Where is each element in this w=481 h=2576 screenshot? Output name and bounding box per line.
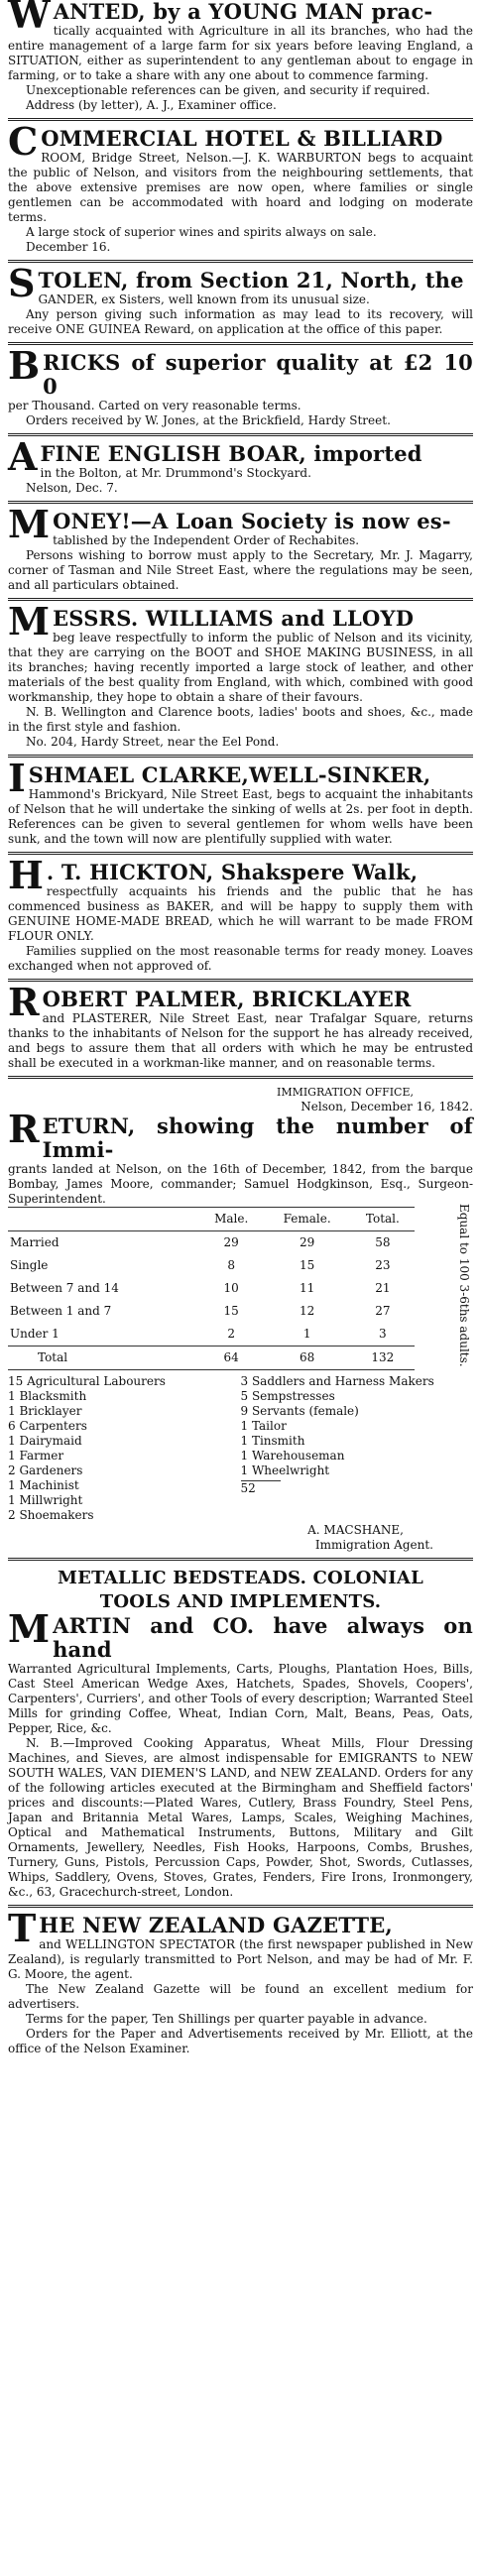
- column-header: Female.: [264, 1208, 351, 1231]
- ad-body: Unexceptionable references can be given, and security if required.: [26, 83, 430, 97]
- office-date: Nelson, December 16, 1842.: [301, 1100, 473, 1113]
- ad-body: grants landed at Nelson, on the 16th of December, 1842, from the barque Bombay, James Moore, commander; Samuel Hodgkinson, Esq., Surgeon-Superintendent.: [8, 1162, 473, 1206]
- column-rule: [8, 501, 473, 504]
- column-rule: [8, 1905, 473, 1908]
- column-rule: [8, 260, 473, 263]
- drop-cap: I: [8, 756, 26, 800]
- ad-body: per Thousand. Carted on very reasonable terms.: [8, 399, 301, 412]
- ad-body: Families supplied on the most reasonable terms for ready money. Loaves exchanged when not approved of.: [8, 944, 473, 973]
- ad-headline: ESSRS. WILLIAMS and LLOYD: [53, 606, 415, 631]
- drop-cap: C: [8, 119, 39, 164]
- ad-boar: [8, 434, 473, 496]
- ad-headline: FINE ENGLISH BOAR, imported: [40, 441, 422, 466]
- side-note: Equal to 100 3-6ths adults.: [457, 1204, 471, 1367]
- column-rule: [8, 342, 473, 345]
- table-row: Single 8 15 23: [10, 1258, 391, 1272]
- ad-money: [8, 502, 473, 593]
- ad-stolen: [8, 261, 473, 337]
- ad-body: in the Bolton, at Mr. Drummond's Stockyard.: [40, 466, 311, 480]
- ad-body: ROOM, Bridge Street, Nelson.—J. K. WARBURTON begs to acquaint the public of Nelson, and visitors from the neighbouring settlements, that the above extensive premises are now open, where families or single gentlemen can be accommodated with hoard and lodging on moderate terms.: [8, 151, 473, 224]
- table-row: Under 1 2 1 3: [10, 1327, 387, 1341]
- drop-cap: R: [8, 1107, 40, 1151]
- ad-body: GANDER, ex Sisters, well known from its unusual size.: [38, 293, 370, 306]
- ad-clarke: [8, 756, 473, 847]
- ad-bricks: [8, 343, 473, 428]
- column-header: Total.: [351, 1208, 415, 1231]
- trades-list: [8, 1374, 473, 1523]
- ad-headline: HE NEW ZEALAND GAZETTE,: [39, 1913, 393, 1937]
- drop-cap: A: [8, 434, 38, 479]
- ad-hotel: [8, 119, 473, 255]
- immigration-table: [8, 1207, 415, 1370]
- table-header-row: [8, 1208, 415, 1231]
- ad-wanted: [8, 0, 473, 113]
- ad-body: Any person giving such information as may lead to its recovery, will receive ONE GUINEA Reward, on application at the office of this paper.: [8, 307, 473, 336]
- signature-name: A. MACSHANE,: [307, 1523, 404, 1537]
- ad-address: Address (by letter), A. J., Examiner office.: [26, 98, 277, 112]
- ad-subheadline: TOOLS AND IMPLEMENTS.: [99, 1591, 382, 1612]
- column-rule: [8, 852, 473, 855]
- table-row: Married 29 29 58: [10, 1235, 391, 1249]
- ad-date: December 16.: [26, 240, 111, 254]
- office-title: IMMIGRATION OFFICE,: [276, 1086, 414, 1099]
- column-rule: [8, 118, 473, 121]
- drop-cap: M: [8, 1606, 51, 1651]
- ad-headline: METALLIC BEDSTEADS. COLONIAL: [58, 1568, 423, 1588]
- column-rule: [8, 979, 473, 982]
- ad-body: Terms for the paper, Ten Shillings per quarter payable in advance.: [26, 2012, 427, 2026]
- signature-title: Immigration Agent.: [314, 1538, 433, 1552]
- column-rule: [8, 433, 473, 436]
- ad-nz-gazette: [8, 1906, 473, 2056]
- table-row: Between 7 and 14 10 11 21: [10, 1281, 391, 1295]
- ad-body: Orders received by W. Jones, at the Brickfield, Hardy Street.: [26, 413, 391, 427]
- ad-body: tically acquainted with Agriculture in all its branches, who had the entire management of a large farm for six years before leaving England, a SITUATION, either as superintendent to any gentleman about to engage in farming, or to take a share with any one about to commence farming.: [8, 24, 473, 82]
- ad-headline: ARTIN and CO. have always on hand: [53, 1613, 473, 1662]
- trades-right: 3 Saddlers and Harness Makers 5 Sempstresses 9 Servants (female) 1 Tailor 1 Tinsmith 1 Warehouseman 1 Wheelwright 52: [240, 1374, 434, 1495]
- ad-body: Warranted Agricultural Implements, Carts, Ploughs, Plantation Hoes, Bills, Cast Steel American Wedge Axes, Hatchets, Spades, Shovels, Coopers', Carpenters', Curriers', and other Tools of every description; Warranted Steel Mills for grinding Coffee, Wheat, Indian Corn, Malt, Beans, Peas, Oats, Pepper, Rice, &c.: [8, 1662, 473, 1735]
- drop-cap: W: [8, 0, 51, 37]
- ad-body: Orders for the Paper and Advertisements received by Mr. Elliott, at the office of the Nelson Examiner.: [8, 2027, 473, 2055]
- ad-body: N. B. Wellington and Clarence boots, ladies' boots and shoes, &c., made in the first style and fashion.: [8, 705, 473, 734]
- drop-cap: H: [8, 853, 44, 897]
- trades-left: 15 Agricultural Labourers 1 Blacksmith 1 Bricklayer 6 Carpenters 1 Dairymaid 1 Farmer 2 Gardeners 1 Machinist 1 Millwright 2 Shoemakers: [8, 1374, 166, 1522]
- ad-headline: OBERT PALMER, BRICKLAYER: [42, 987, 412, 1011]
- ad-body: and PLASTERER, Nile Street East, near Trafalgar Square, returns thanks to the inhabitants of Nelson for the support he has already received, and begs to assure them that all orders with which he may be entrusted shall be executed in a workman-like manner, and on reasonable terms.: [8, 1011, 473, 1070]
- table-row: Between 1 and 7 15 12 27: [10, 1304, 391, 1318]
- drop-cap: M: [8, 599, 51, 644]
- drop-cap: M: [8, 502, 51, 546]
- ad-headline: ONEY!—A Loan Society is now es-: [53, 509, 451, 533]
- drop-cap: T: [8, 1906, 37, 1950]
- drop-cap: S: [8, 261, 36, 305]
- ad-headline: SHMAEL CLARKE,WELL-SINKER,: [28, 762, 431, 787]
- ad-headline: TOLEN, from Section 21, North, the: [38, 268, 464, 293]
- ad-body: Hammond's Brickyard, Nile Street East, begs to acquaint the inhabitants of Nelson that he will undertake the sinking of wells at 2s. per foot in depth. References can be given to several gentlemen for whom wells have been sunk, and the town will now are plentifully supplied with water.: [8, 787, 473, 846]
- ad-body: A large stock of superior wines and spirits always on sale.: [26, 225, 377, 239]
- ad-body: respectfully acquaints his friends and the public that he has commenced business as BAKER, and will be happy to supply them with GENUINE HOME-MADE BREAD, which he will warrant to be made FROM FLOUR ONLY.: [8, 884, 473, 943]
- trades-sum: 52: [241, 1480, 281, 1496]
- ad-palmer: [8, 980, 473, 1071]
- ad-headline: RICKS of superior quality at £2 10 0: [43, 350, 473, 399]
- ad-williams-lloyd: [8, 599, 473, 750]
- ad-date: Nelson, Dec. 7.: [26, 481, 118, 495]
- drop-cap: R: [8, 980, 40, 1024]
- ad-body: The New Zealand Gazette will be found an excellent medium for advertisers.: [8, 1982, 473, 2011]
- ad-body: N. B.—Improved Cooking Apparatus, Wheat Mills, Flour Dressing Machines, and Sieves, are almost indispensable for EMIGRANTS to NEW SOUTH WALES, VAN DIEMEN'S LAND, and NEW ZEALAND. Orders for any of the following articles executed at the Birmingham and Sheffield factors' prices and discounts:—Plated Wares, Cutlery, Brass Foundry, Steel Pens, Japan and Britannia Metal Wares, Lamps, Scales, Weighing Machines, Optical and Mathematical Instruments, Buttons, Military and Gilt Ornaments, Jewellery, Needles, Fish Hooks, Harpoons, Combs, Brushes, Turnery, Guns, Pistols, Percussion Caps, Powder, Shot, Swords, Cutlasses, Whips, Saddlery, Ovens, Stoves, Grates, Fenders, Fire Irons, Ironmongery, &c., 63, Gracechurch-street, London.: [8, 1736, 473, 1899]
- ad-headline: OMMERCIAL HOTEL & BILLIARD: [41, 126, 443, 151]
- ad-body: beg leave respectfully to inform the public of Nelson and its vicinity, that they are carrying on the BOOT and SHOE MAKING BUSINESS, in all its branches; having recently imported a large stock of leather, and other materials of the best quality from England, with which, combined with good workmanship, they hope to obtain a share of their favours.: [8, 631, 473, 704]
- column-rule: [8, 598, 473, 601]
- ad-body: and WELLINGTON SPECTATOR (the first newspaper published in New Zealand), is regularly transmitted to Port Nelson, and may be had of Mr. F. G. Moore, the agent.: [8, 1937, 473, 1981]
- drop-cap: B: [8, 343, 41, 388]
- table-total-row: Total 64 68 132: [8, 1347, 415, 1370]
- ad-hickton: [8, 853, 473, 974]
- ad-body: Persons wishing to borrow must apply to the Secretary, Mr. J. Magarry, corner of Tasman and Nile Street East, where the regulations may be seen, and all particulars obtained.: [8, 548, 473, 592]
- ad-immigration-return: [8, 1085, 473, 1553]
- column-rule: [8, 755, 473, 758]
- ad-headline: . T. HICKTON, Shakspere Walk,: [46, 860, 419, 884]
- ad-headline: ANTED, by a YOUNG MAN prac-: [53, 0, 433, 24]
- column-rule: [8, 1558, 473, 1561]
- column-rule: [8, 1076, 473, 1079]
- ad-metallic-bedsteads: [8, 1567, 473, 1900]
- newspaper-page: [8, 0, 473, 2056]
- ad-body: tablished by the Independent Order of Rechabites.: [53, 533, 360, 547]
- ad-address: No. 204, Hardy Street, near the Eel Pond.: [26, 735, 280, 749]
- ad-headline: ETURN, showing the number of Immi-: [42, 1113, 473, 1162]
- column-header: Male.: [199, 1208, 264, 1231]
